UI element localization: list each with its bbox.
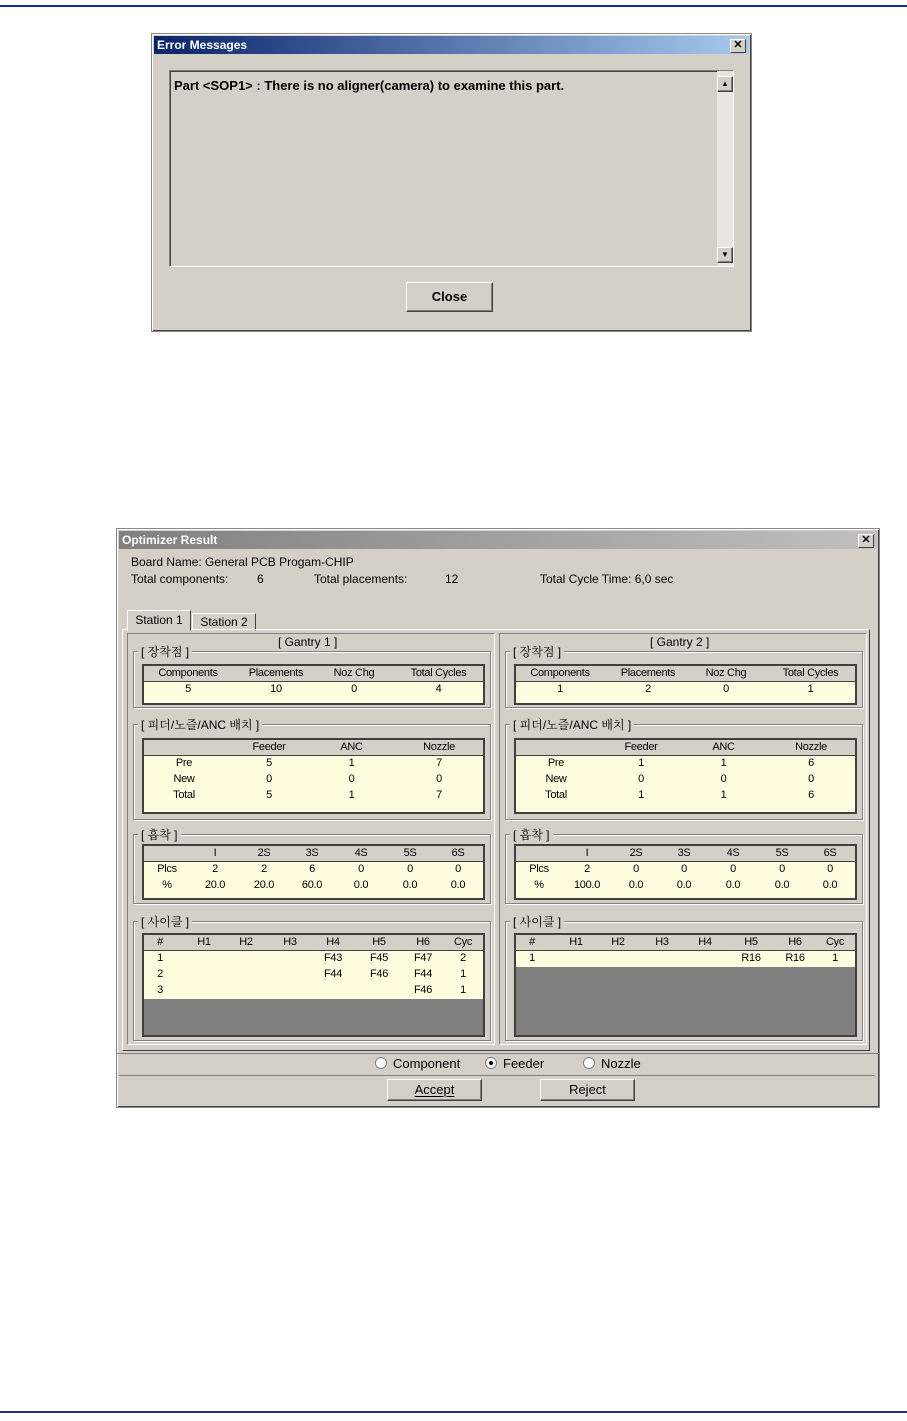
table-cell: 0.0: [628, 879, 644, 891]
column-header: Components: [530, 667, 590, 679]
column-header: H5: [744, 936, 758, 948]
table-cell: 0.0: [450, 879, 466, 891]
table-cell: F44: [413, 968, 433, 980]
table-cell: 0.0: [822, 879, 838, 891]
table-cell: New: [173, 773, 195, 785]
radio-option-feeder[interactable]: [485, 1056, 544, 1072]
error-dialog-title: Error Messages: [157, 38, 248, 52]
tab-station-2[interactable]: Station 2: [192, 613, 256, 631]
table-cell: [684, 951, 726, 966]
pickup-group-title: [ 흡착 ]: [510, 826, 553, 843]
table-cell: 0.0: [353, 879, 369, 891]
optimizer-title: Optimizer Result: [122, 533, 218, 547]
view-mode-radio-group: [117, 1053, 879, 1074]
cycle-table-row[interactable]: [144, 983, 483, 999]
table-cell: 5: [185, 683, 191, 695]
table-cell: F46: [413, 984, 433, 996]
close-icon[interactable]: ✕: [858, 534, 874, 548]
column-header: I: [213, 847, 217, 859]
table-cell: 0: [358, 863, 364, 875]
column-header: H4: [326, 936, 340, 948]
table-cell: Plcs: [157, 863, 177, 875]
column-header: [144, 740, 224, 755]
gantry-2-panel: [499, 633, 867, 1045]
table-cell: 0: [827, 863, 833, 875]
table-cell: 0: [720, 773, 727, 785]
column-header: 6S: [451, 847, 465, 859]
scroll-up-icon[interactable]: ▲: [717, 76, 733, 92]
cycle-table-row[interactable]: [144, 951, 483, 967]
bottom-bar: [119, 1075, 875, 1104]
column-header: H5: [372, 936, 386, 948]
table-cell: 2: [261, 863, 267, 875]
column-header: H2: [239, 936, 253, 948]
pickup-table: [514, 844, 857, 900]
radio-label: Feeder: [503, 1056, 545, 1071]
error-message-box: [169, 70, 734, 267]
table-cell: 1: [832, 952, 838, 964]
table-cell: F43: [323, 952, 343, 964]
cycle-table-row[interactable]: [516, 951, 855, 967]
column-header: H1: [569, 936, 583, 948]
tab-station-1[interactable]: Station 1: [127, 610, 191, 631]
table-cell: 6: [309, 863, 315, 875]
error-dialog: [151, 33, 752, 332]
table-cell: 0.0: [774, 879, 790, 891]
column-header: [516, 846, 562, 861]
column-header: Placements: [248, 667, 304, 679]
feeder-table-row[interactable]: [516, 772, 855, 788]
close-icon[interactable]: ✕: [730, 39, 746, 53]
pickup-table-row[interactable]: [516, 878, 855, 894]
column-header: 5S: [775, 847, 789, 859]
column-header: 3S: [305, 847, 319, 859]
pickup-table-row[interactable]: [144, 878, 483, 894]
table-cell: 1: [638, 757, 644, 769]
board-name: Board Name: General PCB Progam-CHIP: [131, 555, 354, 569]
column-header: 5S: [403, 847, 417, 859]
feeder-table-row[interactable]: [516, 788, 855, 804]
table-cell: 2: [212, 863, 218, 875]
table-cell: 0: [723, 683, 729, 695]
feeder-table-row[interactable]: [516, 756, 855, 772]
column-header: Feeder: [624, 741, 658, 753]
table-cell: [598, 951, 638, 966]
table-cell: F47: [413, 952, 433, 964]
table-cell: 20.0: [253, 879, 275, 891]
column-header: H2: [611, 936, 625, 948]
table-cell: 2: [157, 968, 163, 980]
table-cell: 2: [460, 952, 466, 964]
gantry-title: [ Gantry 1 ]: [278, 635, 338, 649]
table-cell: 2: [645, 683, 651, 695]
table-cell: 7: [436, 789, 442, 801]
column-header: Nozzle: [795, 741, 827, 753]
table-cell: [270, 967, 310, 982]
radio-label: Component: [393, 1056, 461, 1071]
table-cell: [642, 951, 682, 966]
table-cell: 0.0: [725, 879, 741, 891]
table-cell: 0: [351, 683, 357, 695]
table-cell: 0: [348, 773, 355, 785]
feeder-table: [514, 738, 857, 814]
table-cell: 20.0: [204, 879, 226, 891]
table-cell: %: [162, 879, 172, 891]
radio-unchecked-icon[interactable]: [375, 1057, 387, 1069]
table-cell: F46: [369, 968, 389, 980]
cycle-table: [142, 933, 485, 1037]
table-cell: 0: [407, 863, 413, 875]
column-header: H3: [655, 936, 669, 948]
accept-button[interactable]: [387, 1079, 482, 1101]
table-cell: 1: [720, 757, 727, 769]
gantry-title: [ Gantry 2 ]: [650, 635, 710, 649]
table-cell: 100.0: [573, 879, 601, 891]
cycle-group-title: [ 사이클 ]: [138, 913, 192, 930]
scroll-down-icon[interactable]: ▼: [717, 247, 733, 263]
column-header: H3: [283, 936, 297, 948]
table-cell: 1: [157, 952, 163, 964]
table-cell: [226, 967, 266, 982]
column-header: I: [585, 847, 589, 859]
total-placements-label: Total placements:: [314, 572, 408, 586]
summary-table-header: [144, 666, 483, 682]
table-cell: %: [534, 879, 544, 891]
column-header: Total Cycles: [410, 667, 467, 679]
column-header: Nozzle: [423, 741, 455, 753]
table-cell: New: [545, 773, 567, 785]
column-header: Cyc: [453, 936, 473, 948]
column-header: [516, 740, 596, 755]
cycle-table: [514, 933, 857, 1037]
reject-button[interactable]: [540, 1079, 635, 1101]
pickup-group-title: [ 흡착 ]: [138, 826, 181, 843]
column-header: Feeder: [252, 741, 286, 753]
error-message-text: Part <SOP1> : There is no aligner(camera) to examine this part.: [174, 78, 565, 93]
summary-group-title: [ 장착점 ]: [510, 643, 564, 660]
table-cell: 4: [435, 683, 442, 695]
table-cell: 1: [720, 789, 727, 801]
table-cell: R16: [741, 952, 761, 964]
pickup-table-row[interactable]: [144, 862, 483, 878]
table-cell: 60.0: [301, 879, 323, 891]
column-header: 2S: [629, 847, 643, 859]
cycle-group-title: [ 사이클 ]: [510, 913, 564, 930]
table-cell: 3: [157, 984, 163, 996]
column-header: Placements: [620, 667, 676, 679]
feeder-table-row[interactable]: [144, 772, 483, 788]
summary-table-row[interactable]: [516, 682, 855, 698]
column-header: Noz Chg: [333, 667, 375, 679]
feeder-table-header: [516, 740, 855, 756]
cycle-table-row[interactable]: [144, 967, 483, 983]
optimizer-result-window: [116, 528, 880, 1108]
table-cell: [226, 951, 266, 966]
pickup-table-header: [516, 846, 855, 862]
pickup-table-header: [144, 846, 483, 862]
table-cell: 1: [348, 757, 355, 769]
total-components-value: 6: [257, 572, 264, 586]
feeder-table: [142, 738, 485, 814]
table-cell: 1: [460, 968, 466, 980]
gantry-1-panel: [127, 633, 495, 1045]
feeder-table-header: [144, 740, 483, 756]
feeder-group-title: [ 피더/노즐/ANC 배치 ]: [138, 716, 262, 733]
pickup-table-row[interactable]: [516, 862, 855, 878]
table-cell: 0: [808, 773, 814, 785]
table-cell: Pre: [547, 757, 565, 769]
column-header: 2S: [257, 847, 271, 859]
table-cell: 1: [807, 683, 814, 695]
table-cell: 6: [808, 789, 814, 801]
column-header: Components: [158, 667, 218, 679]
table-cell: 5: [266, 757, 272, 769]
error-dialog-titlebar[interactable]: [154, 36, 749, 54]
summary-table: [514, 664, 857, 705]
bottom-rule: [0, 1411, 907, 1413]
column-header: 6S: [823, 847, 837, 859]
table-cell: F45: [369, 952, 389, 964]
table-cell: [312, 983, 354, 998]
table-cell: 7: [436, 757, 442, 769]
summary-table: [142, 664, 485, 705]
table-cell: Total: [173, 789, 195, 801]
cycle-table-header: [516, 935, 855, 951]
table-cell: 0: [266, 773, 272, 785]
accept-button-label: Accept: [414, 1082, 455, 1097]
table-cell: 1: [460, 984, 466, 996]
summary-group-title: [ 장착점 ]: [138, 643, 192, 660]
table-cell: [556, 951, 596, 966]
column-header: [144, 846, 190, 861]
table-cell: 5: [266, 789, 272, 801]
column-header: 4S: [354, 847, 368, 859]
feeder-group-title: [ 피더/노즐/ANC 배치 ]: [510, 716, 634, 733]
column-header: 3S: [677, 847, 691, 859]
table-cell: 0: [633, 863, 639, 875]
table-cell: [358, 983, 400, 998]
radio-label: Nozzle: [601, 1056, 641, 1071]
table-cell: 1: [348, 789, 355, 801]
table-cell: [184, 951, 224, 966]
total-components-label: Total components:: [131, 572, 229, 586]
column-header: Noz Chg: [705, 667, 747, 679]
table-cell: F44: [323, 968, 343, 980]
summary-table-row[interactable]: [144, 682, 483, 698]
column-header: #: [529, 936, 535, 948]
table-cell: 1: [557, 683, 563, 695]
table-cell: Pre: [175, 757, 193, 769]
optimizer-titlebar[interactable]: [119, 531, 877, 549]
total-placements-value: 12: [445, 572, 459, 586]
table-cell: 0: [436, 773, 442, 785]
column-header: 4S: [726, 847, 740, 859]
table-cell: Plcs: [529, 863, 549, 875]
feeder-table-row[interactable]: [144, 756, 483, 772]
vertical-scrollbar[interactable]: [717, 71, 733, 266]
column-header: H6: [416, 936, 430, 948]
column-header: H6: [788, 936, 802, 948]
top-rule: [0, 5, 907, 7]
table-cell: 0: [730, 863, 736, 875]
total-cycle-time: Total Cycle Time: 6,0 sec: [540, 572, 674, 586]
summary-table-header: [516, 666, 855, 682]
radio-unchecked-icon[interactable]: [583, 1057, 595, 1069]
table-cell: 2: [584, 863, 590, 875]
reject-button-label: Reject: [569, 1082, 606, 1097]
radio-option-component[interactable]: [375, 1056, 460, 1072]
table-cell: 1: [638, 789, 644, 801]
table-cell: [184, 983, 224, 998]
table-cell: [184, 967, 224, 982]
feeder-table-row[interactable]: [144, 788, 483, 804]
table-cell: 6: [808, 757, 814, 769]
radio-option-nozzle[interactable]: [583, 1056, 641, 1072]
table-cell: [270, 983, 310, 998]
table-cell: 10: [270, 683, 282, 695]
table-cell: 0.0: [676, 879, 692, 891]
column-header: ANC: [712, 741, 735, 753]
column-header: Total Cycles: [782, 667, 839, 679]
table-cell: [226, 983, 266, 998]
cycle-table-header: [144, 935, 483, 951]
table-cell: R16: [785, 952, 805, 964]
column-header: Cyc: [825, 936, 845, 948]
column-header: H4: [698, 936, 712, 948]
column-header: H1: [197, 936, 211, 948]
column-header: ANC: [340, 741, 363, 753]
column-header: #: [157, 936, 163, 948]
table-cell: 0: [455, 863, 461, 875]
table-cell: Total: [545, 789, 567, 801]
close-button[interactable]: Close: [406, 282, 493, 312]
table-cell: 0: [638, 773, 644, 785]
table-cell: 0.0: [402, 879, 418, 891]
table-cell: 0: [779, 863, 785, 875]
pickup-table: [142, 844, 485, 900]
radio-checked-icon[interactable]: [485, 1057, 497, 1069]
table-cell: 1: [529, 952, 535, 964]
table-cell: [270, 951, 310, 966]
table-cell: 0: [681, 863, 687, 875]
radio-dot-icon: [489, 1061, 493, 1065]
